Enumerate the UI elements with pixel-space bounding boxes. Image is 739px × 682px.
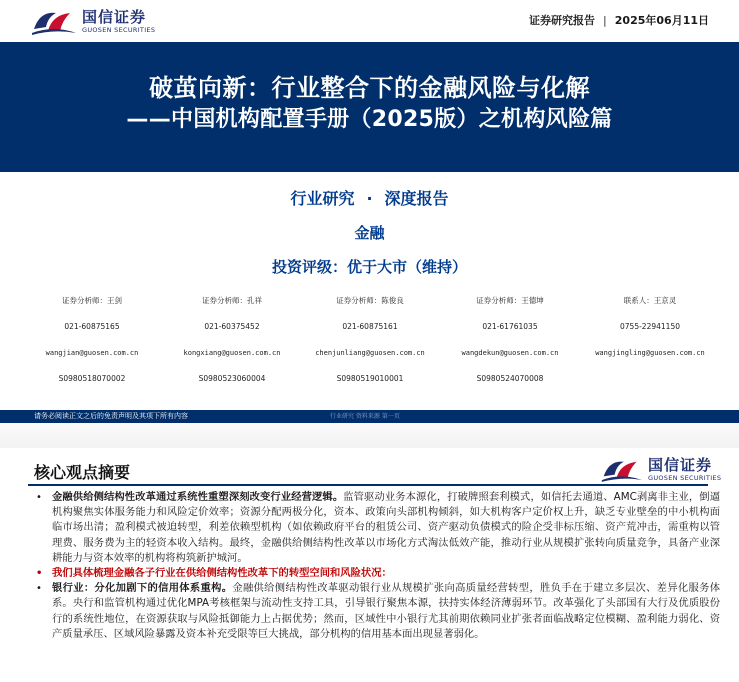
- report-type-right: 深度报告: [384, 189, 449, 208]
- analyst-role: 证券分析师：孔祥: [202, 296, 262, 305]
- bullet-lead: 银行业：分化加剧下的信用体系重构。: [52, 582, 233, 595]
- report-kind: 证券研究报告: [529, 14, 596, 27]
- contact-card: [580, 296, 720, 400]
- analyst-role: 证券分析师：王剑: [62, 296, 122, 305]
- analyst-cert: S0980518070002: [58, 374, 126, 383]
- analyst-card: [162, 296, 302, 400]
- brand-name-en: GUOSEN SECURITIES: [648, 474, 722, 482]
- report-type-dot: ·: [366, 189, 373, 208]
- report-date: 2025年06月11日: [614, 14, 709, 27]
- analyst-card: [22, 296, 162, 400]
- summary-title: 核心观点摘要: [34, 463, 131, 482]
- analyst-email[interactable]: wangdekun@guosen.com.cn: [461, 349, 559, 357]
- analyst-email[interactable]: chenjunliang@guosen.com.cn: [315, 349, 425, 357]
- brand-name-en: GUOSEN SECURITIES: [82, 26, 156, 34]
- contact-role: 联系人：王京灵: [623, 296, 677, 305]
- analyst-phone: 021-61761035: [482, 322, 538, 331]
- meta-divider: |: [603, 14, 607, 27]
- top-header: [0, 0, 739, 42]
- bullet-text: 监管驱动业务本源化，打破牌照套利模式，如信托去通道、AMC剥离非主业，倒逼机构聚焦实体服务能力和风险定价效率；资源分配两极分化，资本、政策向头部机构倾斜，如大机构客户定价权上升，缺乏专业壁垒的中小机构面临市场出清；盈利模式被迫转型，利差依赖型机构（如依赖政府平台的租赁公司、资产驱动负债模式的险企受非标压缩、资产荒冲击，需重构以管理费、服务费为主的轻资本收入结构。最终，金融供给侧结构性改革以市场化方式淘汰低效产能，推动行业从规模扩张转向质量竞争，具备产业深耕能力与资本效率的机构将构筑新护城河。: [52, 491, 720, 564]
- guosen-logo-icon: [30, 7, 78, 37]
- report-type: [0, 186, 739, 209]
- disclaimer-ghost-text: 行业研究 资料来源 第一页: [330, 413, 400, 420]
- disclaimer-text: 请务必阅读正文之后的免责声明及其项下所有内容: [34, 412, 188, 420]
- analyst-phone: 021-60375452: [204, 322, 260, 331]
- summary-bullets: [36, 490, 720, 642]
- report-title: 破茧向新：行业整合下的金融风险与化解: [149, 74, 590, 102]
- investment-rating: 投资评级：优于大市（维持）: [271, 258, 467, 276]
- analyst-phone: 021-60875165: [64, 322, 120, 331]
- analyst-email[interactable]: wangjian@guosen.com.cn: [45, 349, 139, 357]
- brand-name-cn: 国信证券: [648, 456, 713, 474]
- disclaimer-bar: [0, 410, 739, 423]
- analyst-email[interactable]: kongxiang@guosen.com.cn: [183, 349, 281, 357]
- analyst-role: 证券分析师：陈俊良: [336, 296, 404, 305]
- analyst-role: 证券分析师：王德坤: [476, 296, 544, 305]
- brand-name-cn: 国信证券: [82, 8, 147, 26]
- analyst-list: [0, 296, 739, 386]
- page-gap: [0, 423, 739, 448]
- analyst-card: [300, 296, 440, 400]
- report-type-left: 行业研究: [290, 189, 355, 208]
- analyst-cert: S0980524070008: [476, 374, 544, 383]
- summary-bullet: [36, 490, 720, 566]
- analyst-card: [440, 296, 580, 400]
- contact-phone: 0755-22941150: [620, 322, 680, 331]
- analyst-phone: 021-60875161: [342, 322, 398, 331]
- industry-label: 金融: [354, 224, 385, 242]
- brand-logo: [30, 7, 155, 37]
- analyst-cert: S0980519010001: [336, 374, 404, 383]
- analyst-cert: S0980523060004: [198, 374, 266, 383]
- bullet-text: 金融供给侧结构性改革驱动银行业从规模扩张向高质量经营转型，胜负手在于建立多层次、差异化服务体系。央行和监管机构通过优化MPA考核框架与流动性支持工具，引导银行聚焦本源，扶持实体经济薄弱环节。改革强化了头部国有大行及优质股份行的系统性地位，在资源获取与风险抵御能力上占据优势；然而，区域性中小银行尤其前期依赖同业扩张者面临战略定位模糊、盈利能力弱化、资产质量承压、区域风险暴露及资本补充受限等巨大挑战，部分机构的信用基本面出现显著弱化。: [52, 582, 721, 640]
- contact-email[interactable]: wangjingling@guosen.com.cn: [595, 349, 705, 357]
- summary-divider: [28, 484, 708, 486]
- brand-logo-secondary: [600, 456, 721, 484]
- report-meta: [529, 12, 709, 28]
- bullet-highlight-text: 我们具体梳理金融各子行业在供给侧结构性改革下的转型空间和风险状况：: [52, 567, 392, 580]
- bullet-lead: 金融供给侧结构性改革通过系统性重塑深刻改变行业经营逻辑。: [52, 491, 344, 503]
- contact-cert: [580, 374, 720, 400]
- summary-bullet-highlight: [36, 566, 720, 581]
- report-subtitle: ——中国机构配置手册（2025版）之机构风险篇: [126, 107, 613, 132]
- title-banner: [0, 42, 739, 172]
- summary-bullet: [36, 581, 720, 642]
- guosen-logo-icon: [600, 456, 644, 484]
